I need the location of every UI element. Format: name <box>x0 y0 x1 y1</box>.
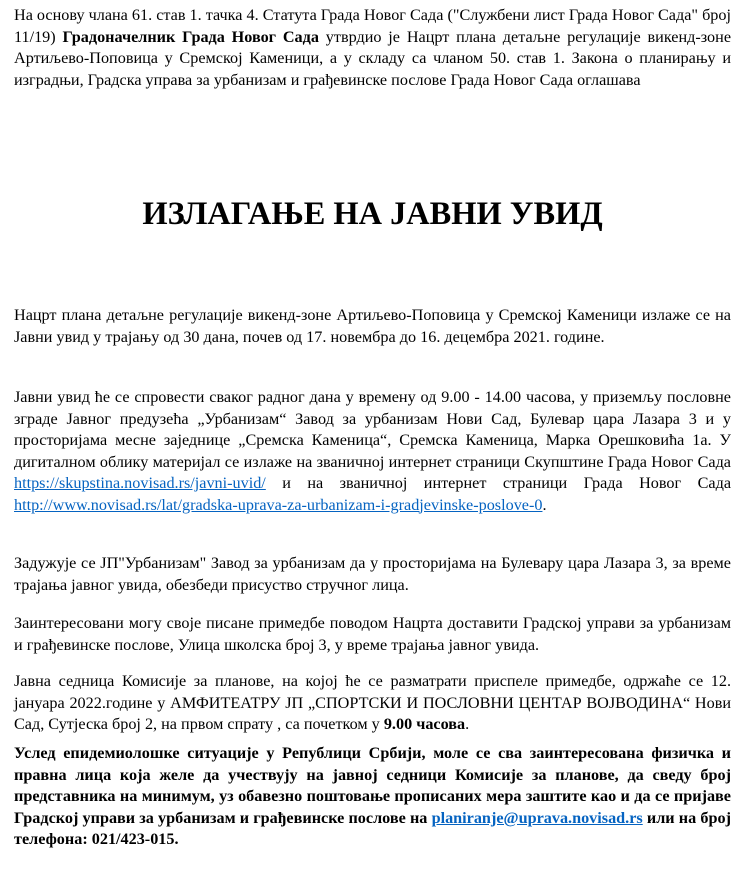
written-objections-paragraph: Заинтересовани могу своје писане примедбе поводом Нацрта доставити Градској управи за урбанизам и грађевинске послове, Улица школска број 3, у време трајања јавног увида. <box>14 614 731 654</box>
intro-mayor-bold: Градоначелник Града Новог Сада <box>62 27 319 46</box>
epidemic-text-1: Услед епидемиолошке ситуације у Републици Србији, моле се сва заинтересована физичка и правна лица која желе да учествују на јавној седници Комисије за планове, да сведу број представника на минимум, уз обавезно поштовање прописаних мера заштите као и да се пријаве Градској управи за урбанизам и грађевинске послове на <box>14 744 731 827</box>
location-text-3: . <box>542 495 547 514</box>
session-text-2: . <box>465 715 470 733</box>
session-text-1: Јавна седница Комисије за планове, на којој ће се разматрати приспеле примедбе, одржаће се 12. јануара 2022.године у АМФИТЕАТРУ ЈП „СПОРТСКИ И ПОСЛОВНИ ЦЕНТАР ВОЈВОДИНА“ Нови Сад, Сутјеска број 2, на првом спрату , са почетком у <box>14 672 731 733</box>
intro-text-1: На основу члана 61. став 1. тачка 4. Статута Града Новог Сада ("Службени лист Града Новог Сада" број 11/19) <box>14 6 731 46</box>
location-text-1: Јавни увид ће се спровести сваког радног дана у времену од 9.00 - 14.00 часова, у приземљу пословне зграде Јавног предузећа „Урбанизам“ Завод за урбанизам Нови Сад, Булевар цара Лазара 3 и у просторијама месне заједнице „Сремска Каменица“, Сремска Каменица, Марка Орешковића 1а. У дигиталном облику материјал се излаже на званичној интернет страници Скупштине Града Новог Сада <box>14 388 731 471</box>
expert-presence-paragraph: Задужује се ЈП"Урбанизам" Завод за урбанизам да у просторијама на Булевару цара Лазара 3, за време трајања јавног увида, обезбеди присуство стручног лица. <box>14 554 731 594</box>
notice-heading: ИЗЛАГАЊЕ НА ЈАВНИ УВИД <box>142 196 603 232</box>
novisad-link[interactable]: http://www.novisad.rs/lat/gradska-uprava-za-urbanizam-i-gradjevinske-poslove-0 <box>14 495 543 514</box>
epidemic-text-2: или на број телефона: 021/423-015. <box>14 808 731 848</box>
skupstina-link[interactable]: https://skupstina.novisad.rs/javni-uvid/ <box>14 474 266 492</box>
email-link[interactable]: planiranje@uprava.novisad.rs <box>431 808 643 827</box>
exhibition-period-paragraph: Нацрт плана детаљне регулације викенд-зоне Артиљево-Поповица у Сремској Каменици излаже се на Јавни увид у трајању од 30 дана, почев од 17. новембра до 16. децембра 2021. године. <box>14 306 731 346</box>
intro-text-2: утврдио је Нацрт плана детаљне регулације викенд-зоне Артиљево-Поповица у Сремској Каменици, а у складу са чланом 50. став 1. Закона о планирању и изградњи, Градска управа за урбанизам и грађевинске послове Града Новог Сада оглашава <box>14 27 732 89</box>
location-text-2: и на званичној интернет страници Града Новог Сада <box>265 474 731 492</box>
session-time-bold: 9.00 часова <box>383 715 466 733</box>
intro-paragraph <box>14 5 731 91</box>
public-session-paragraph <box>14 671 731 736</box>
epidemiological-notice-paragraph <box>14 743 731 851</box>
exhibition-location-paragraph <box>14 387 731 516</box>
